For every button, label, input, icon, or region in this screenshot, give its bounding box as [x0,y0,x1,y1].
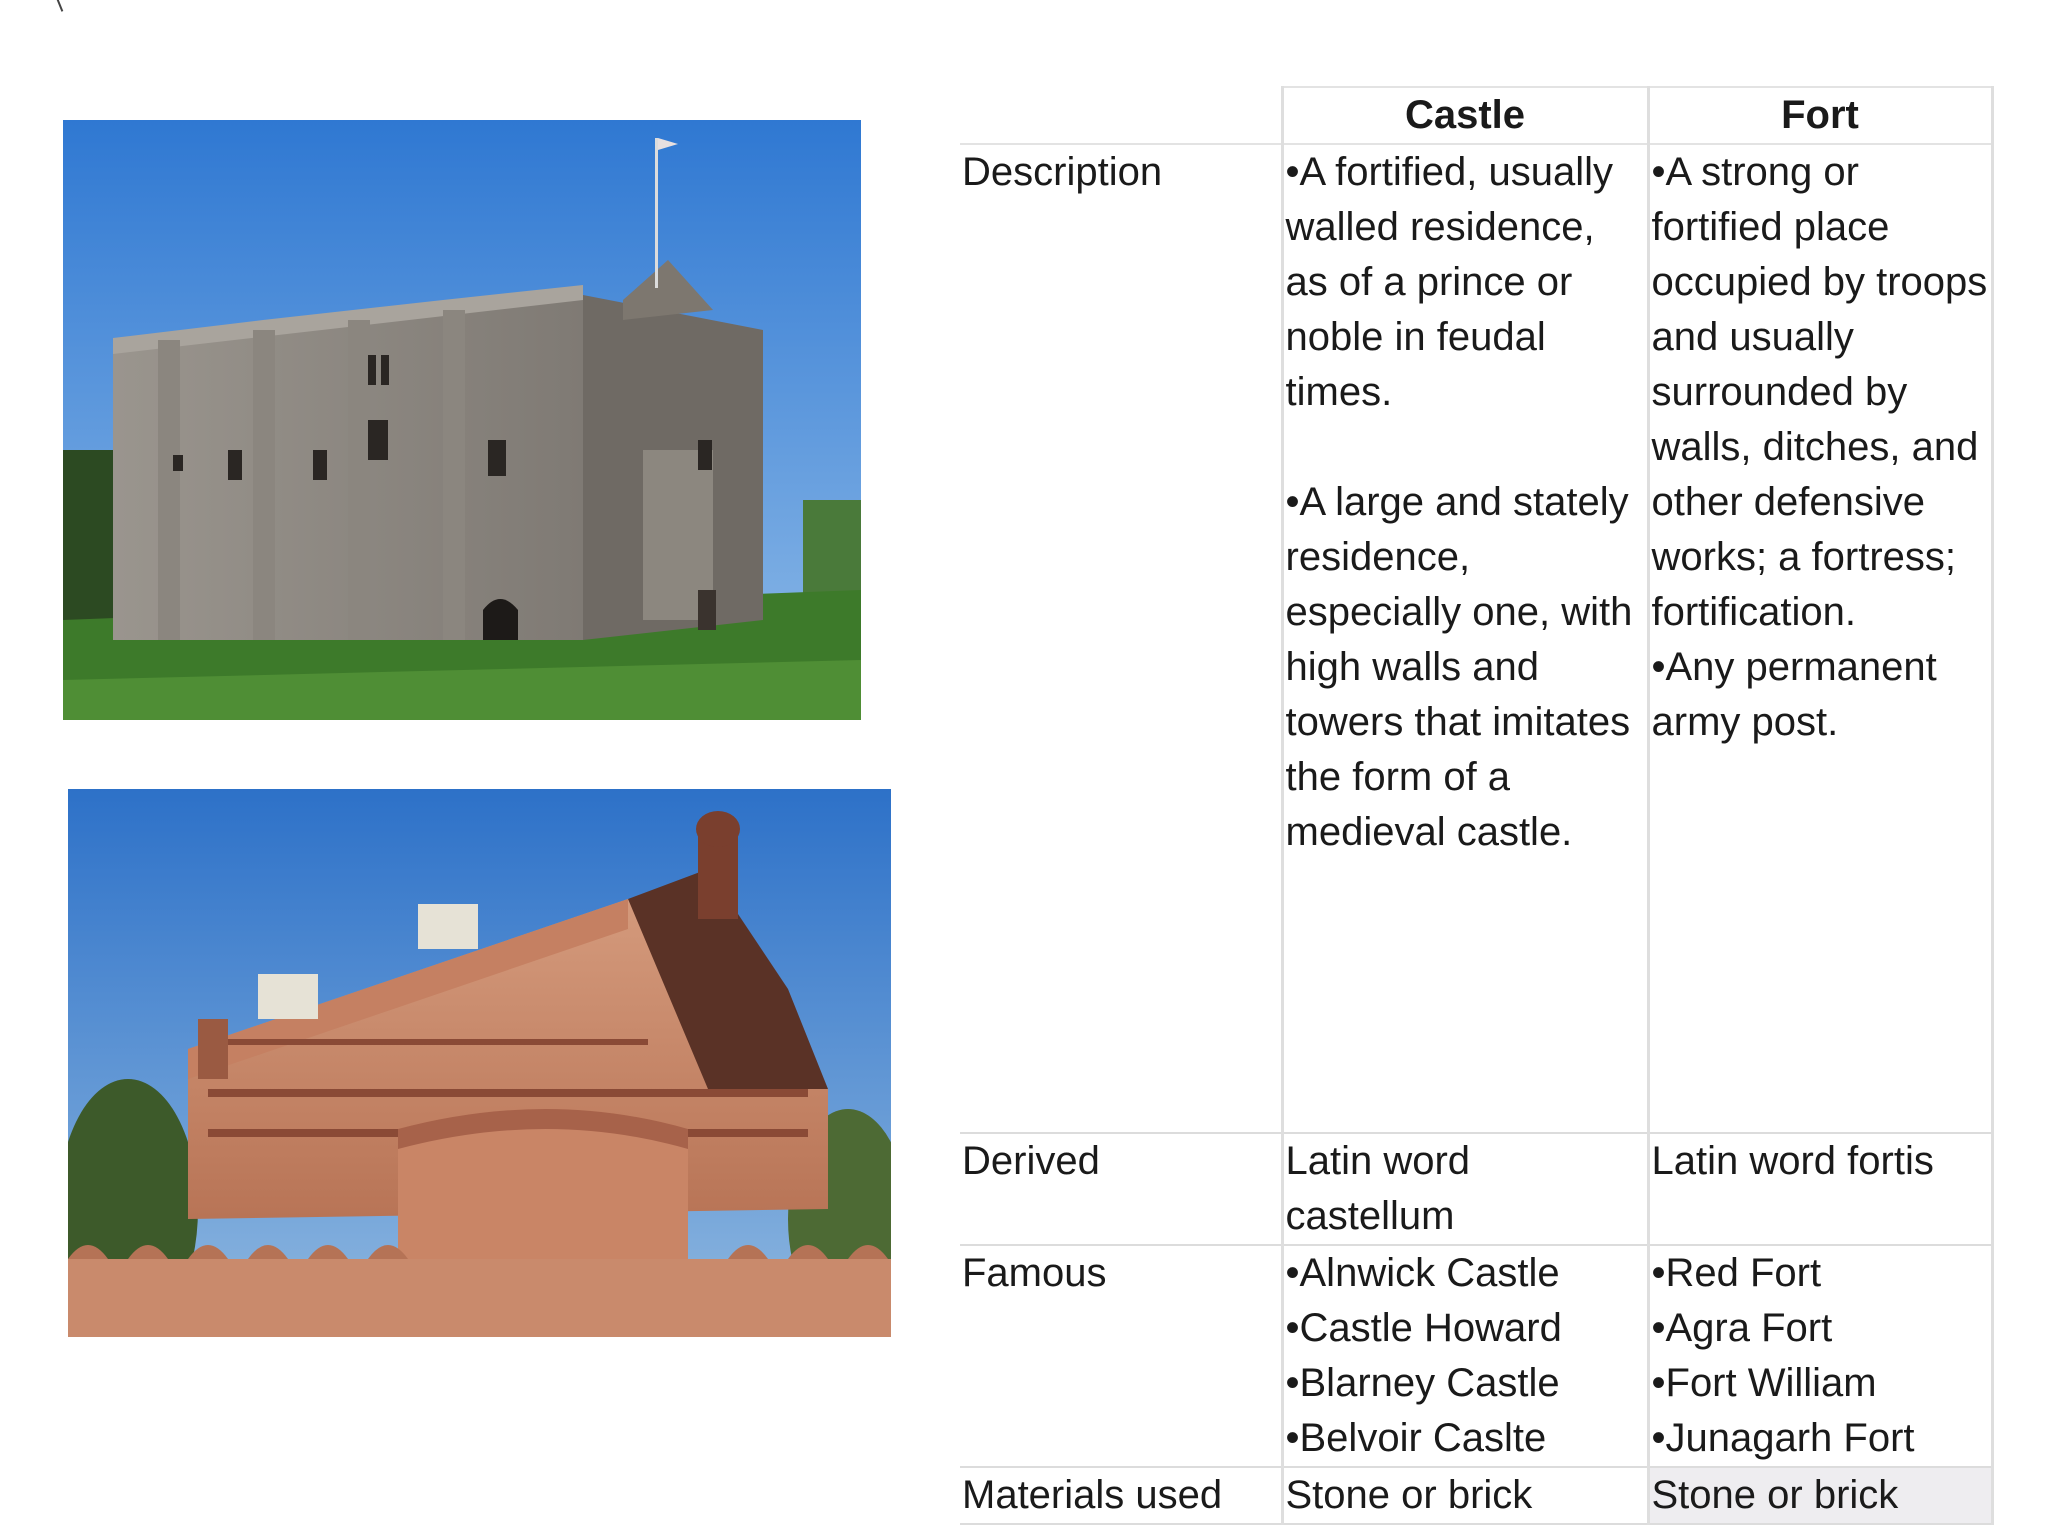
header-blank [960,87,1282,144]
table-row-materials [960,1467,1992,1524]
table-row-description [960,144,1992,1133]
fort-cell: Stone or brick [1648,1467,1992,1524]
castle-photo [63,120,861,720]
row-label: Description [960,144,1282,1133]
list-item: •Blarney Castle [1285,1361,1560,1405]
castle-description-list [1286,145,1645,860]
castle-cell: Latin word castellum [1282,1133,1648,1245]
header-row [960,87,1992,144]
fort-famous-list [1652,1246,1989,1466]
row-label: Famous [960,1245,1282,1467]
list-item: •A large and stately residence, especially one, with high walls and towers that imitates the form of a medieval castle. [1285,480,1633,854]
list-item: •Agra Fort [1651,1306,1833,1350]
list-item: •Any permanent army post. [1651,645,1937,744]
row-label: Materials used [960,1467,1282,1524]
fort-cell [1648,1245,1992,1467]
list-item: •Red Fort [1651,1251,1822,1295]
comparison-table [960,86,1994,1525]
fort-cell [1648,144,1992,1133]
fort-description-list [1652,145,1989,750]
list-item: •Fort William [1651,1361,1877,1405]
list-item: •Castle Howard [1285,1306,1562,1350]
castle-cell [1282,1245,1648,1467]
fort-photo [68,789,891,1337]
list-item: •A strong or fortified place occupied by troops and usually surrounded by walls, ditches, and other defensive works; a fortress; fortification. [1651,150,1988,634]
list-item: •Belvoir Caslte [1285,1416,1547,1460]
list-item: •A fortified, usually walled residence, as of a prince or noble in feudal times. [1285,150,1613,414]
list-item: •Junagarh Fort [1651,1416,1915,1460]
fort-cell: Latin word fortis [1648,1133,1992,1245]
castle-cell: Stone or brick [1282,1467,1648,1524]
castle-cell [1282,144,1648,1133]
corner-mark [55,0,64,12]
header-castle: Castle [1282,87,1648,144]
row-label: Derived [960,1133,1282,1245]
list-item: •Alnwick Castle [1285,1251,1560,1295]
table-row-derived [960,1133,1992,1245]
table-row-famous [960,1245,1992,1467]
castle-famous-list [1286,1246,1645,1466]
header-fort: Fort [1648,87,1992,144]
